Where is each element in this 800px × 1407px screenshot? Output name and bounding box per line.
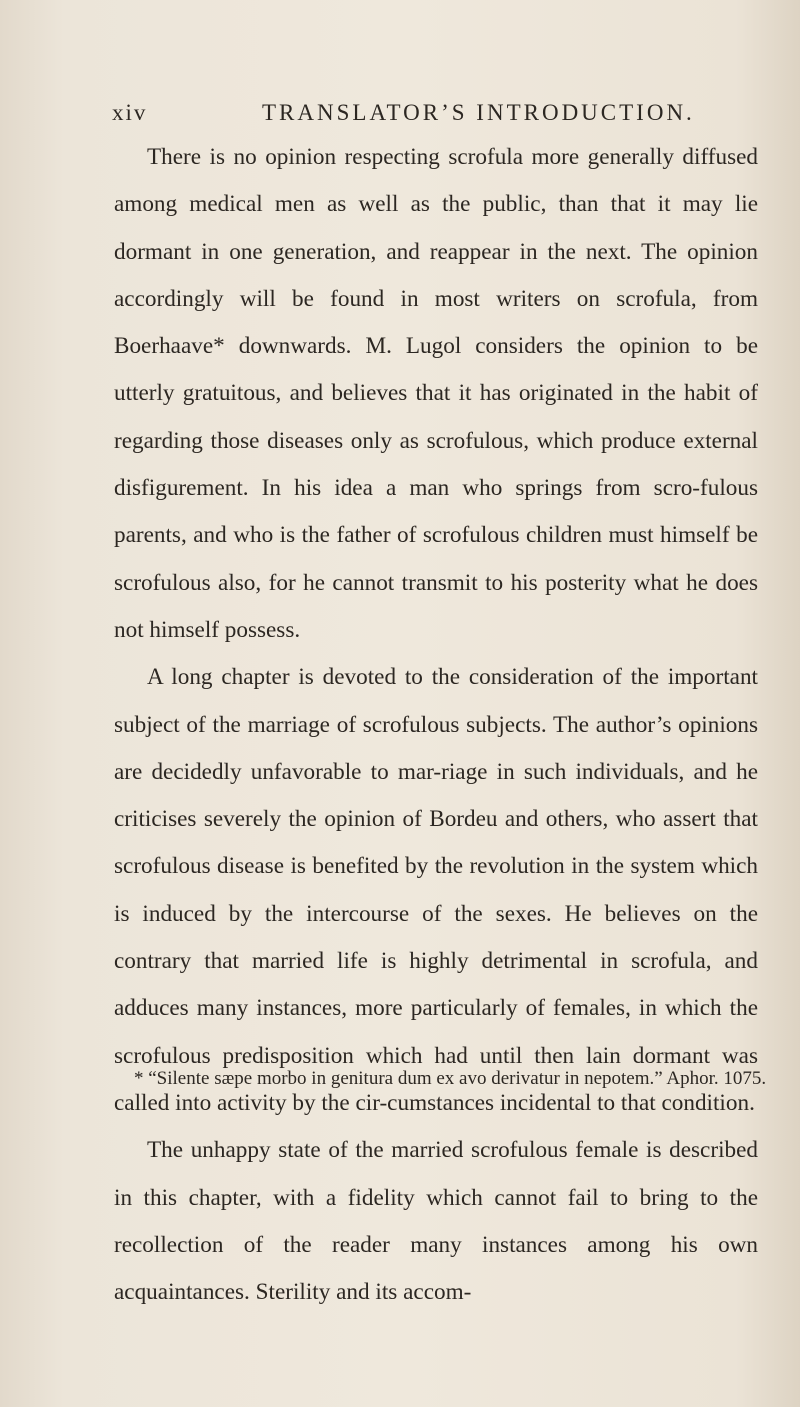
body-text bbox=[114, 134, 758, 1316]
footnote bbox=[114, 1062, 774, 1096]
paragraph-1: There is no opinion respecting scrofula more generally diffused among medical men as well as the public, than that it may lie dormant in one generation, and reappear in the next. The opinion accordingly will be found in most writers on scrofula, from Boerhaave* downwards. M. Lugol considers the opinion to be utterly gratuitous, and believes that it has originated in the habit of regarding those diseases only as scrofulous, which produce external disfigurement. In his idea a man who springs from scro-fulous parents, and who is the father of scrofulous children must himself be scrofulous also, for he cannot transmit to his posterity what he does not himself possess. bbox=[114, 144, 758, 643]
running-title: TRANSLATOR’S INTRODUCTION. bbox=[262, 100, 695, 125]
page-number: xiv bbox=[112, 100, 148, 125]
footnote-text: * “Silente sæpe morbo in genitura dum ex avo derivatur in nepotem.” Aphor. 1075. bbox=[134, 1068, 767, 1089]
paragraph-3: The unhappy state of the married scrofulous female is described in this chapter, with a fidelity which cannot fail to bring to the recollection of the reader many instances among his own acquaintances. Sterility and its accom- bbox=[114, 1137, 758, 1306]
paragraph-2: A long chapter is devoted to the consideration of the important subject of the marriage of scrofulous subjects. The author’s opinions are decidedly unfavorable to mar-riage in such individuals, and he criticises severely the opinion of Bordeu and others, who assert that scrofulous disease is benefited by the revolution in the system which is induced by the intercourse of the sexes. He believes on the contrary that married life is highly detrimental in scrofula, and adduces many instances, more particularly of females, in which the scrofulous predisposition which had until then lain dormant was called into activity by the cir-cumstances incidental to that condition. bbox=[114, 664, 758, 1116]
